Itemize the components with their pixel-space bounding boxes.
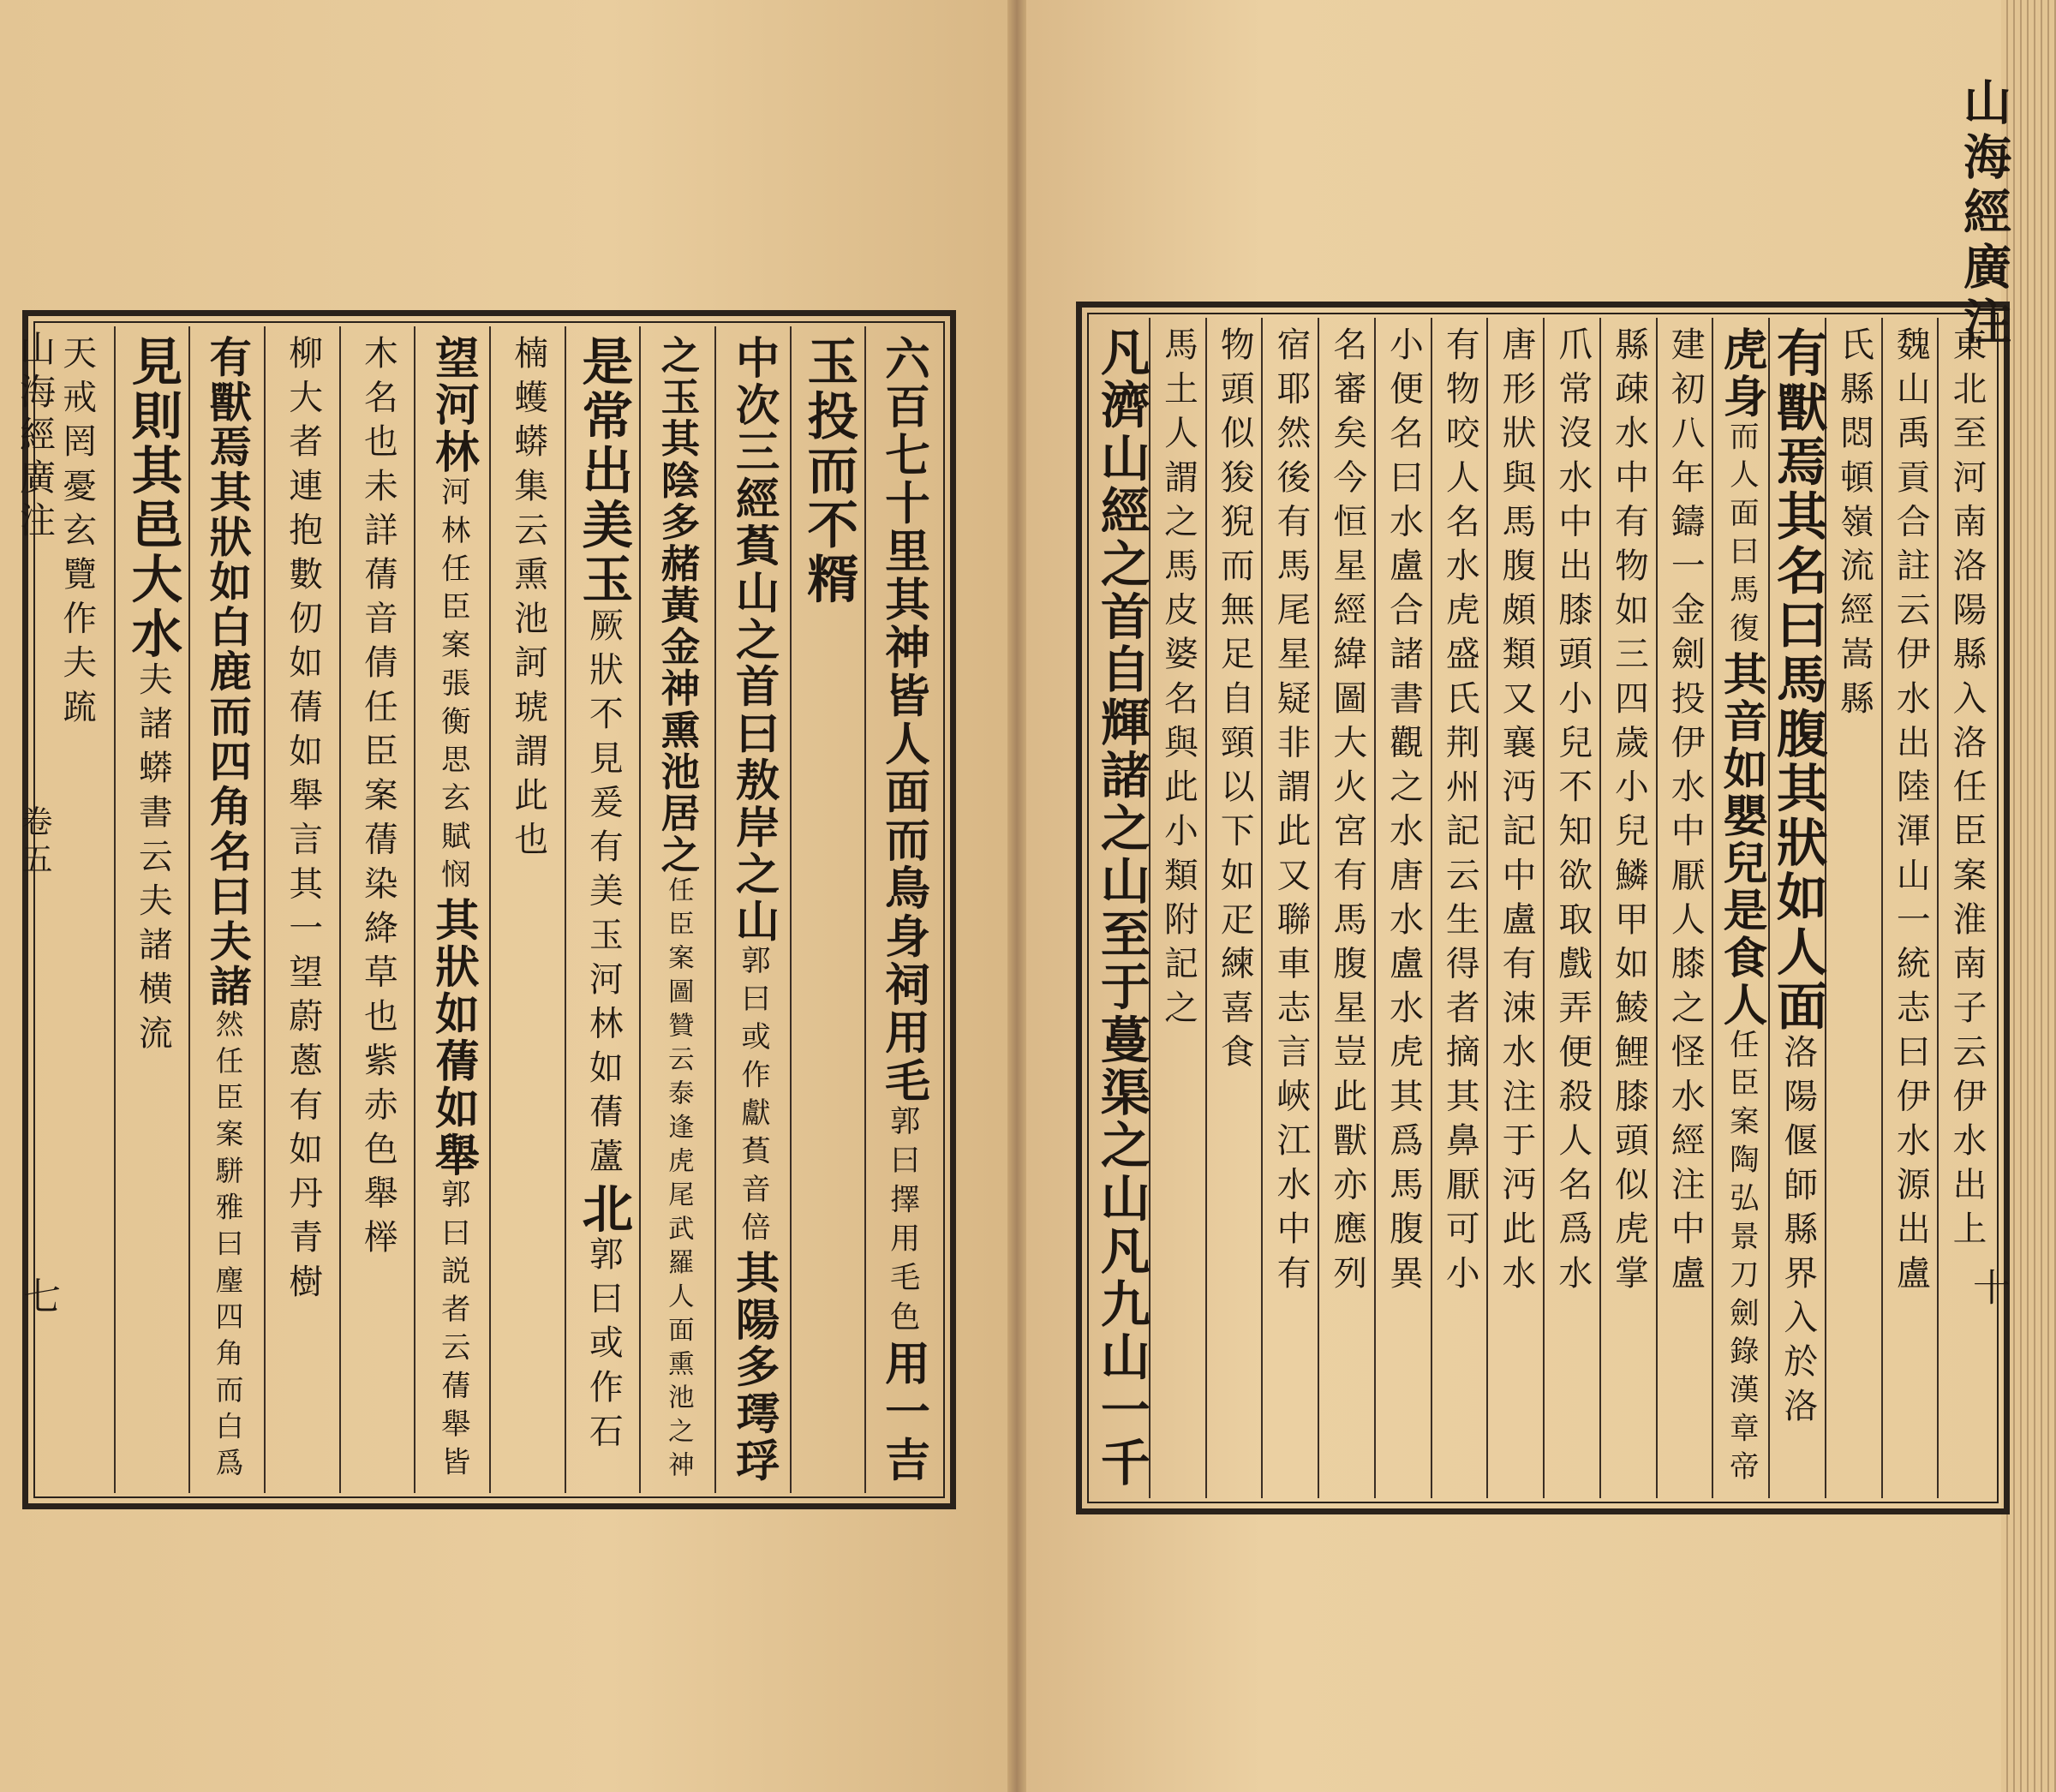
left-annotation-text: 任臣案圖贊云泰逢虎尾武羅人面熏池之神 — [663, 875, 694, 1484]
right-annotation-text: 小便名曰水盧合諸書觀之水唐水盧水虎其爲馬腹異 — [1384, 326, 1424, 1299]
right-column — [1149, 318, 1205, 1498]
right-column — [1825, 318, 1881, 1498]
left-column — [264, 326, 339, 1493]
book-gutter — [1007, 0, 1026, 1792]
right-column — [1543, 318, 1599, 1498]
left-annotation-text: 木名也未詳蒨音倩任臣案蒨染絳草也紫赤色舉榉 — [358, 335, 398, 1263]
right-column — [1318, 318, 1374, 1498]
right-annotation-text: 馬土人謂之馬皮婆名與此小類附記之 — [1158, 326, 1198, 1034]
right-column — [1599, 318, 1656, 1498]
right-column — [1767, 318, 1828, 1498]
right-annotation-text: 唐形狀與馬腹頗類又襄沔記中盧有涑水注于沔此水 — [1496, 326, 1536, 1299]
right-annotation-text: 縣疎水中有物如三四歲小兒鱗甲如鯪鯉膝頭似虎掌 — [1609, 326, 1649, 1299]
right-annotation-text: 而人面曰馬復 — [1724, 421, 1759, 652]
left-annotation-text: 郭曰或作石 — [583, 1236, 624, 1458]
left-column — [114, 326, 189, 1493]
right-column — [1937, 318, 1993, 1498]
right-text-frame — [1076, 302, 2010, 1514]
right-column — [1092, 318, 1149, 1498]
left-annotation-text: 郭曰擇用毛色 — [885, 1105, 921, 1341]
left-main-text: 是常出美玉 — [573, 335, 634, 607]
left-main-text: 望河林 — [427, 335, 479, 476]
left-column — [565, 326, 640, 1493]
left-text-frame — [22, 310, 956, 1509]
right-column — [1486, 318, 1543, 1498]
left-annotation-text: 厥狀不見爰有美玉河林如蒨蘆 — [583, 606, 624, 1182]
right-annotation-text: 洛陽偃師縣界入於洛 — [1778, 1033, 1818, 1432]
left-main-text: 六百七十里其神皆人面而鳥身祠用毛 — [877, 335, 930, 1106]
right-main-text: 其音如嬰兒是食人 — [1714, 651, 1767, 1030]
left-margin-volume: 卷五 — [17, 805, 52, 881]
left-column — [489, 326, 565, 1493]
right-margin-title: 山海經廣注 — [1956, 77, 2012, 351]
right-column — [1261, 318, 1318, 1498]
left-annotation-text: 天戒罔憂玄覽作夫䟽 — [57, 335, 97, 733]
right-annotation-text: 建初八年鑄一金劍投伊水中厭人膝之怪水經注中盧 — [1665, 326, 1706, 1299]
left-annotation-text: 任臣案駢雅曰麈四角而白爲 — [211, 1046, 244, 1484]
left-main-text: 北 — [573, 1181, 634, 1237]
left-column — [790, 326, 865, 1493]
left-annotation-text: 然 — [211, 1009, 244, 1047]
right-column — [1374, 318, 1431, 1498]
right-margin-folio: 十 — [1966, 1268, 2010, 1312]
right-annotation-text: 東北至河南洛陽縣入洛任臣案淮南子云伊水出上 — [1946, 326, 1987, 1255]
left-annotation-text: 楠蠖蟒集云熏池訶琥謂此也 — [508, 335, 548, 866]
left-main-text: 之玉其陰多赭黃金神熏池居之 — [654, 335, 702, 876]
right-main-text: 有獸焉其名曰馬腹其狀如人面 — [1767, 326, 1828, 1034]
left-column — [339, 326, 415, 1493]
left-main-text: 其陽多㻬琈 — [727, 1250, 780, 1484]
left-column — [714, 326, 790, 1493]
left-annotation-text: 郭曰説者云蒨舉皆 — [435, 1179, 470, 1484]
left-margin-title: 山海經廣注 — [15, 330, 57, 544]
right-annotation-text: 名審矣今恒星經緯圖大火宮有馬腹星豈此獸亦應列 — [1327, 326, 1367, 1299]
right-annotation-text: 宿耶然後有馬尾星疑非謂此又聯車志言峽江水中有 — [1270, 326, 1311, 1299]
right-annotation-text: 物頭似狻猊而無足自頸以下如疋練喜食 — [1215, 326, 1255, 1078]
right-column — [1881, 318, 1938, 1498]
left-main-text: 見則其邑大水 — [123, 335, 183, 662]
left-main-text: 玉投而不糈 — [798, 335, 859, 607]
right-annotation-text: 爪常沒水中出膝頭小兒不知欲取戲弄便殺人名爲水 — [1552, 326, 1593, 1299]
right-main-text: 虎身 — [1714, 326, 1767, 421]
left-column — [639, 326, 714, 1493]
right-annotation-text: 有物咬人名水虎盛氏荆州記云生得者摘其鼻厭可小 — [1440, 326, 1480, 1299]
left-main-text: 其狀如蒨如舉 — [427, 896, 479, 1180]
left-annotation-text: 郭曰或作獻萯音倍 — [735, 945, 770, 1251]
left-margin-folio: 七 — [16, 1276, 60, 1321]
right-column — [1205, 318, 1262, 1498]
right-annotation-text: 任臣案陶弘景刀劍錄漢章帝 — [1724, 1029, 1759, 1490]
left-column — [864, 326, 940, 1493]
left-main-text: 中次三經萯山之首曰敖岸之山 — [727, 335, 780, 946]
right-main-text: 凡濟山經之首自輝諸之山至于蔓渠之山凡九山一千 — [1091, 326, 1151, 1490]
left-annotation-text: 夫諸蟒書云夫諸横流 — [133, 661, 173, 1060]
left-main-text: 用一吉 — [877, 1340, 930, 1484]
left-annotation-text: 河林任臣案張衡思玄賦悯 — [435, 475, 470, 897]
left-column — [188, 326, 264, 1493]
left-annotation-text: 柳大者連抱數仞如蒨如舉言其一望蔚蔥有如丹青樹 — [283, 335, 323, 1308]
right-annotation-text: 魏山禹貢合註云伊水出陸渾山一統志曰伊水源出盧 — [1891, 326, 1931, 1299]
right-annotation-text: 氏縣悶頓嶺流經嵩縣 — [1834, 326, 1874, 725]
right-column — [1656, 318, 1712, 1498]
left-column — [414, 326, 489, 1493]
right-column — [1431, 318, 1487, 1498]
left-main-text: 有獸焉其狀如白鹿而四角名曰夫諸 — [202, 335, 253, 1010]
right-column — [1712, 318, 1768, 1498]
